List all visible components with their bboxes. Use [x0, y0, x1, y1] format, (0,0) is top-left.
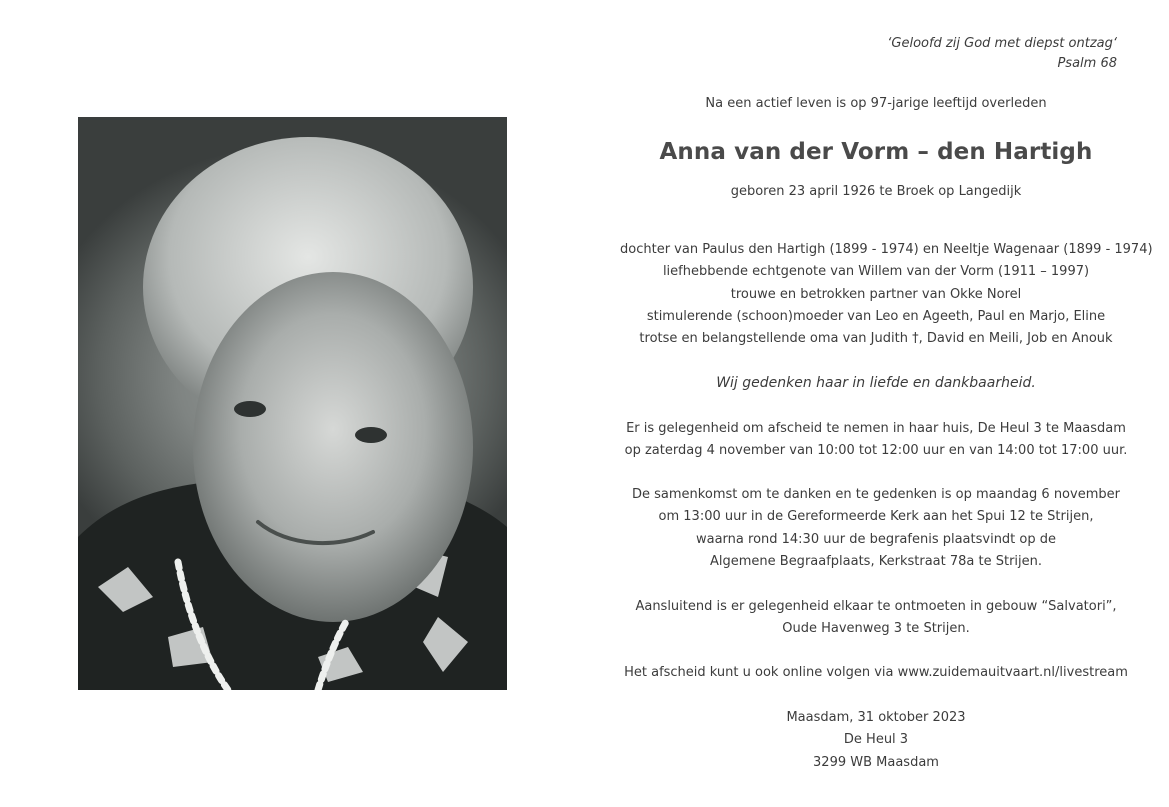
livestream-info: Het afscheid kunt u ook online volgen via www.zuidemauitvaart.nl/livestream — [624, 665, 1128, 680]
service-info — [620, 484, 1132, 573]
portrait-photo — [78, 117, 507, 690]
address-line: 3299 WB Maasdam — [813, 754, 939, 770]
remembrance-text: Wij gedenken haar in liefde en dankbaarheid. — [716, 375, 1036, 391]
portrait-illustration — [78, 117, 507, 690]
gathering-info — [620, 596, 1132, 641]
address-line: De Heul 3 — [843, 732, 909, 748]
gathering-line: Aansluitend is er gelegenheid elkaar te ontmoeten in gebouw “Salvatori”, — [635, 599, 1117, 614]
psalm-quote — [887, 34, 1117, 74]
service-line: De samenkomst om te danken en te gedenken is op maandag 6 november — [632, 487, 1120, 502]
quote-text: ‘Geloofd zij God met diepst ontzag‘ — [887, 36, 1117, 51]
birth-info: geboren 23 april 1926 te Broek op Langedijk — [730, 184, 1022, 199]
family-line: liefhebbende echtgenote van Willem van der Vorm (1911 – 1997) — [662, 264, 1090, 280]
service-line: om 13:00 uur in de Gereformeerde Kerk aan het Spui 12 te Strijen, — [658, 509, 1094, 525]
family-line: stimulerende (schoon)moeder van Leo en Ageeth, Paul en Marjo, Eline — [646, 308, 1106, 324]
service-line: Algemene Begraafplaats, Kerkstraat 78a te Strijen. — [709, 553, 1043, 569]
family-line: trotse en belangstellende oma van Judith †, David en Meili, Job en Anouk — [639, 331, 1113, 347]
family-line: trouwe en betrokken partner van Okke Norel — [730, 286, 1022, 302]
family-relations — [620, 239, 1153, 350]
quote-source: Psalm 68 — [1057, 56, 1117, 71]
farewell-visit-info — [620, 418, 1132, 463]
sender-address — [620, 707, 1132, 774]
visit-line: Er is gelegenheid om afscheid te nemen in haar huis, De Heul 3 te Maasdam — [626, 421, 1126, 436]
visit-line: op zaterdag 4 november van 10:00 tot 12:00 uur en van 14:00 tot 17:00 uur. — [624, 443, 1128, 459]
family-line: dochter van Paulus den Hartigh (1899 - 1974) en Neeltje Wagenaar (1899 - 1974) — [620, 242, 1153, 257]
gathering-line: Oude Havenweg 3 te Strijen. — [782, 621, 970, 637]
address-line: Maasdam, 31 oktober 2023 — [786, 710, 966, 725]
service-line: waarna rond 14:30 uur de begrafenis plaatsvindt op de — [695, 531, 1056, 547]
intro-text: Na een actief leven is op 97-jarige leeftijd overleden — [705, 96, 1047, 111]
deceased-name: Anna van der Vorm – den Hartigh — [659, 139, 1093, 165]
